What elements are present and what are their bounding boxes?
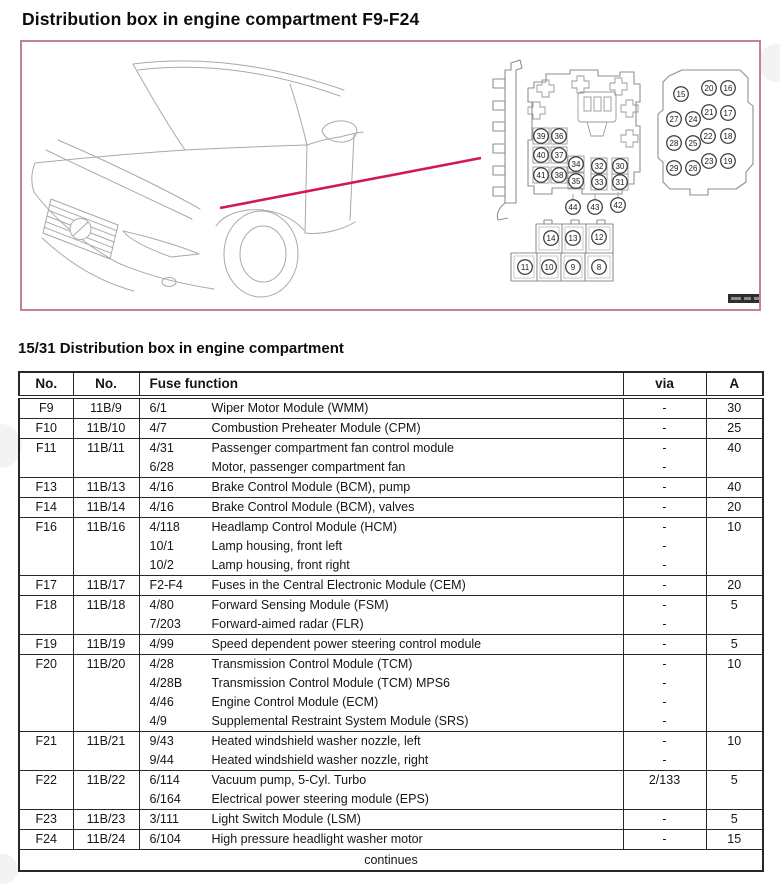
fuse-row [19,419,763,439]
engine-fusebox-main-block [528,70,640,214]
component-description: Transmission Control Module (TCM) MPS6 [211,676,450,690]
fuse-function-cell [139,810,623,830]
fuse-function-cell [139,712,623,732]
component-description: Wiper Motor Module (WMM) [211,401,369,415]
fuse-position-label: 20 [704,83,714,93]
fuse-position-label: 32 [594,161,604,171]
amp-cell: 20 [706,498,763,518]
amp-cell: 25 [706,419,763,439]
fuse-function-cell [139,790,623,810]
component-description: Forward Sensing Module (FSM) [211,598,389,612]
fuse-number-cell: F22 [19,771,73,810]
continues-label: continues [19,850,763,872]
header-fuse-no: No. [19,372,73,397]
fuse-position-label: 35 [571,176,581,186]
component-code: 4/16 [149,480,174,494]
component-code: 6/28 [149,460,174,474]
fuse-row [19,518,763,538]
fuse-function-cell [139,674,623,693]
position-number-cell: 11B/14 [73,498,139,518]
fuse-row [19,635,763,655]
component-code: 4/9 [149,714,167,728]
amp-cell: 5 [706,596,763,635]
via-cell: - [623,615,706,635]
via-cell: - [623,556,706,576]
fuse-number-cell: F23 [19,810,73,830]
amp-cell: 20 [706,576,763,596]
amp-cell: 5 [706,810,763,830]
fuse-function-cell [139,732,623,752]
car-illustration [32,61,363,297]
amp-cell: 5 [706,635,763,655]
fuse-position-label: 25 [688,138,698,148]
fusebox-diagram-panel [20,40,761,311]
component-description: High pressure headlight washer motor [211,832,423,846]
position-number-cell: 11B/10 [73,419,139,439]
fuse-number-cell: F16 [19,518,73,576]
header-amp: A [706,372,763,397]
fuse-number-cell: F17 [19,576,73,596]
via-cell: - [623,693,706,712]
fuse-row [19,810,763,830]
fuse-position-label: 14 [546,233,556,243]
component-description: Forward-aimed radar (FLR) [211,617,364,631]
fuse-number-cell: F11 [19,439,73,478]
section-title: 15/31 Distribution box in engine compartment [18,340,344,357]
fuse-function-cell [139,439,623,459]
via-cell: - [623,596,706,616]
fuse-position-label: 26 [688,163,698,173]
fuse-function-cell [139,397,623,419]
position-number-cell: 11B/13 [73,478,139,498]
engine-fusebox-right-block [658,70,753,195]
fuse-position-label: 24 [688,114,698,124]
fuse-number-cell: F24 [19,830,73,850]
fuse-position-label: 21 [704,107,714,117]
via-cell: - [623,518,706,538]
component-description: Lamp housing, front right [211,558,350,572]
scan-artifact [758,44,780,82]
fuse-row [19,771,763,791]
component-code: 9/43 [149,734,174,748]
fuse-position-label: 19 [723,156,733,166]
fuse-position-label: 10 [544,262,554,272]
component-code: 4/28 [149,657,174,671]
component-description: Heated windshield washer nozzle, left [211,734,421,748]
fuse-position-label: 23 [704,156,714,166]
amp-cell: 30 [706,397,763,419]
fuse-position-label: 22 [703,131,713,141]
position-number-cell: 11B/11 [73,439,139,478]
position-number-cell: 11B/24 [73,830,139,850]
component-code: 4/80 [149,598,174,612]
position-number-cell: 11B/21 [73,732,139,771]
fuse-function-cell [139,458,623,478]
fuse-position-label: 28 [669,138,679,148]
via-cell: - [623,674,706,693]
fuse-function-cell [139,751,623,771]
component-code: F2-F4 [149,578,183,592]
fuse-function-cell [139,556,623,576]
via-cell: - [623,439,706,459]
fuse-position-label: 16 [723,83,733,93]
fuse-number-cell: F18 [19,596,73,635]
fuse-function-cell [139,635,623,655]
component-description: Lamp housing, front left [211,539,343,553]
amp-cell: 10 [706,732,763,771]
component-description: Combustion Preheater Module (CPM) [211,421,421,435]
fuse-position-label: 42 [613,200,623,210]
component-description: Fuses in the Central Electronic Module (CEM) [211,578,466,592]
fuse-function-cell [139,693,623,712]
page-title: Distribution box in engine compartment F9-F24 [22,9,420,29]
fuse-number-cell: F19 [19,635,73,655]
fuse-position-label: 27 [669,114,679,124]
fuse-function-cell [139,596,623,616]
fuse-position-label: 33 [594,177,604,187]
fuse-function-cell [139,478,623,498]
amp-cell: 10 [706,518,763,576]
component-code: 4/118 [149,520,180,534]
position-number-cell: 11B/18 [73,596,139,635]
component-description: Supplemental Restraint System Module (SRS) [211,714,469,728]
fuse-number-cell: F10 [19,419,73,439]
fuse-function-cell [139,830,623,850]
fuse-position-label: 39 [536,131,546,141]
car-grille [43,199,118,259]
component-description: Engine Control Module (ECM) [211,695,379,709]
fuse-position-label: 40 [536,150,546,160]
component-code: 4/31 [149,441,174,455]
via-cell: - [623,498,706,518]
fuse-position-label: 36 [554,131,564,141]
amp-cell: 10 [706,655,763,732]
header-via: via [623,372,706,397]
component-description: Light Switch Module (LSM) [211,812,361,826]
fuse-position-label: 8 [596,262,602,272]
position-number-cell: 11B/16 [73,518,139,576]
component-description: Brake Control Module (BCM), valves [211,500,415,514]
component-code: 10/2 [149,558,174,572]
component-description: Speed dependent power steering control module [211,637,482,651]
fuse-position-label: 17 [723,108,733,118]
component-description: Transmission Control Module (TCM) [211,657,413,671]
fuse-position-label: 12 [594,232,604,242]
figure-code-stamp [728,294,759,303]
fusebox-diagram [22,42,759,309]
position-number-cell: 11B/19 [73,635,139,655]
component-code: 7/203 [149,617,181,631]
amp-cell: 15 [706,830,763,850]
via-cell: - [623,810,706,830]
table-footer-row [19,850,763,872]
via-cell [623,790,706,810]
via-cell: - [623,478,706,498]
component-description: Motor, passenger compartment fan [211,460,406,474]
fuse-position-label: 31 [615,177,625,187]
position-number-cell: 11B/9 [73,397,139,419]
amp-cell: 40 [706,478,763,498]
fuse-number-cell: F14 [19,498,73,518]
component-code: 4/99 [149,637,174,651]
fuse-position-label: 38 [554,170,564,180]
fuse-table [18,371,764,872]
fuse-function-cell [139,498,623,518]
component-code: 4/46 [149,695,174,709]
fuse-position-label: 44 [568,202,578,212]
fuse-number-cell: F20 [19,655,73,732]
fuse-position-label: 13 [568,233,578,243]
via-cell: - [623,537,706,556]
component-code: 3/111 [149,812,179,826]
fuse-row [19,655,763,675]
via-cell: - [623,635,706,655]
component-description: Passenger compartment fan control module [211,441,454,455]
fuse-position-label: 11 [520,262,530,272]
fuse-position-label: 37 [554,150,564,160]
fuse-position-label: 18 [723,131,733,141]
fuse-position-label: 30 [615,161,625,171]
fuse-row [19,478,763,498]
fuse-position-label: 9 [570,262,576,272]
component-description: Electrical power steering module (EPS) [211,792,429,806]
via-cell: - [623,419,706,439]
component-description: Heated windshield washer nozzle, right [211,753,429,767]
component-code: 4/16 [149,500,174,514]
component-description: Brake Control Module (BCM), pump [211,480,411,494]
component-code: 6/164 [149,792,181,806]
connector-strip [493,60,522,220]
component-code: 6/114 [149,773,180,787]
fuse-position-label: 43 [590,202,600,212]
fuse-function-cell [139,419,623,439]
position-number-cell: 11B/17 [73,576,139,596]
fuse-function-cell [139,655,623,675]
component-description: Vacuum pump, 5-Cyl. Turbo [211,773,367,787]
header-position-no: No. [73,372,139,397]
fuse-position-label: 29 [669,163,679,173]
fuse-row [19,830,763,850]
relay-block [511,220,613,281]
fuse-function-cell [139,576,623,596]
via-cell: - [623,576,706,596]
via-cell: - [623,712,706,732]
fuse-number-cell: F9 [38,401,54,415]
fuse-position-label: 15 [676,89,686,99]
via-cell: - [623,830,706,850]
via-cell: - [623,751,706,771]
via-cell: - [623,732,706,752]
component-code: 4/28B [149,676,183,690]
fuse-function-cell [139,615,623,635]
component-description: Headlamp Control Module (HCM) [211,520,397,534]
scan-artifact [0,854,18,884]
position-number-cell: 11B/20 [73,655,139,732]
center-connector [578,92,616,136]
via-cell: - [623,458,706,478]
amp-cell: 40 [706,439,763,478]
header-fuse-function: Fuse function [139,372,623,397]
via-cell: - [623,397,706,419]
position-number-cell: 11B/23 [73,810,139,830]
fuse-position-label: 34 [571,159,581,169]
fuse-row [19,397,763,419]
fuse-row [19,498,763,518]
via-cell: - [623,655,706,675]
component-code: 6/104 [149,832,181,846]
fuse-row [19,732,763,752]
via-cell: 2/133 [623,771,706,791]
component-code: 10/1 [149,539,174,553]
component-code: 4/7 [149,421,167,435]
component-code: 9/44 [149,753,174,767]
fuse-number-cell: F13 [19,478,73,498]
fuse-position-label: 41 [536,170,546,180]
table-header-row [19,372,763,397]
fuse-row [19,596,763,616]
fuse-row [19,576,763,596]
position-number-cell: 11B/22 [73,771,139,810]
fuse-row [19,439,763,459]
component-code: 6/1 [149,401,167,415]
fuse-function-cell [139,537,623,556]
fuse-function-cell [139,518,623,538]
fuse-number-cell: F21 [19,732,73,771]
fuse-function-cell [139,771,623,791]
amp-cell: 5 [706,771,763,810]
